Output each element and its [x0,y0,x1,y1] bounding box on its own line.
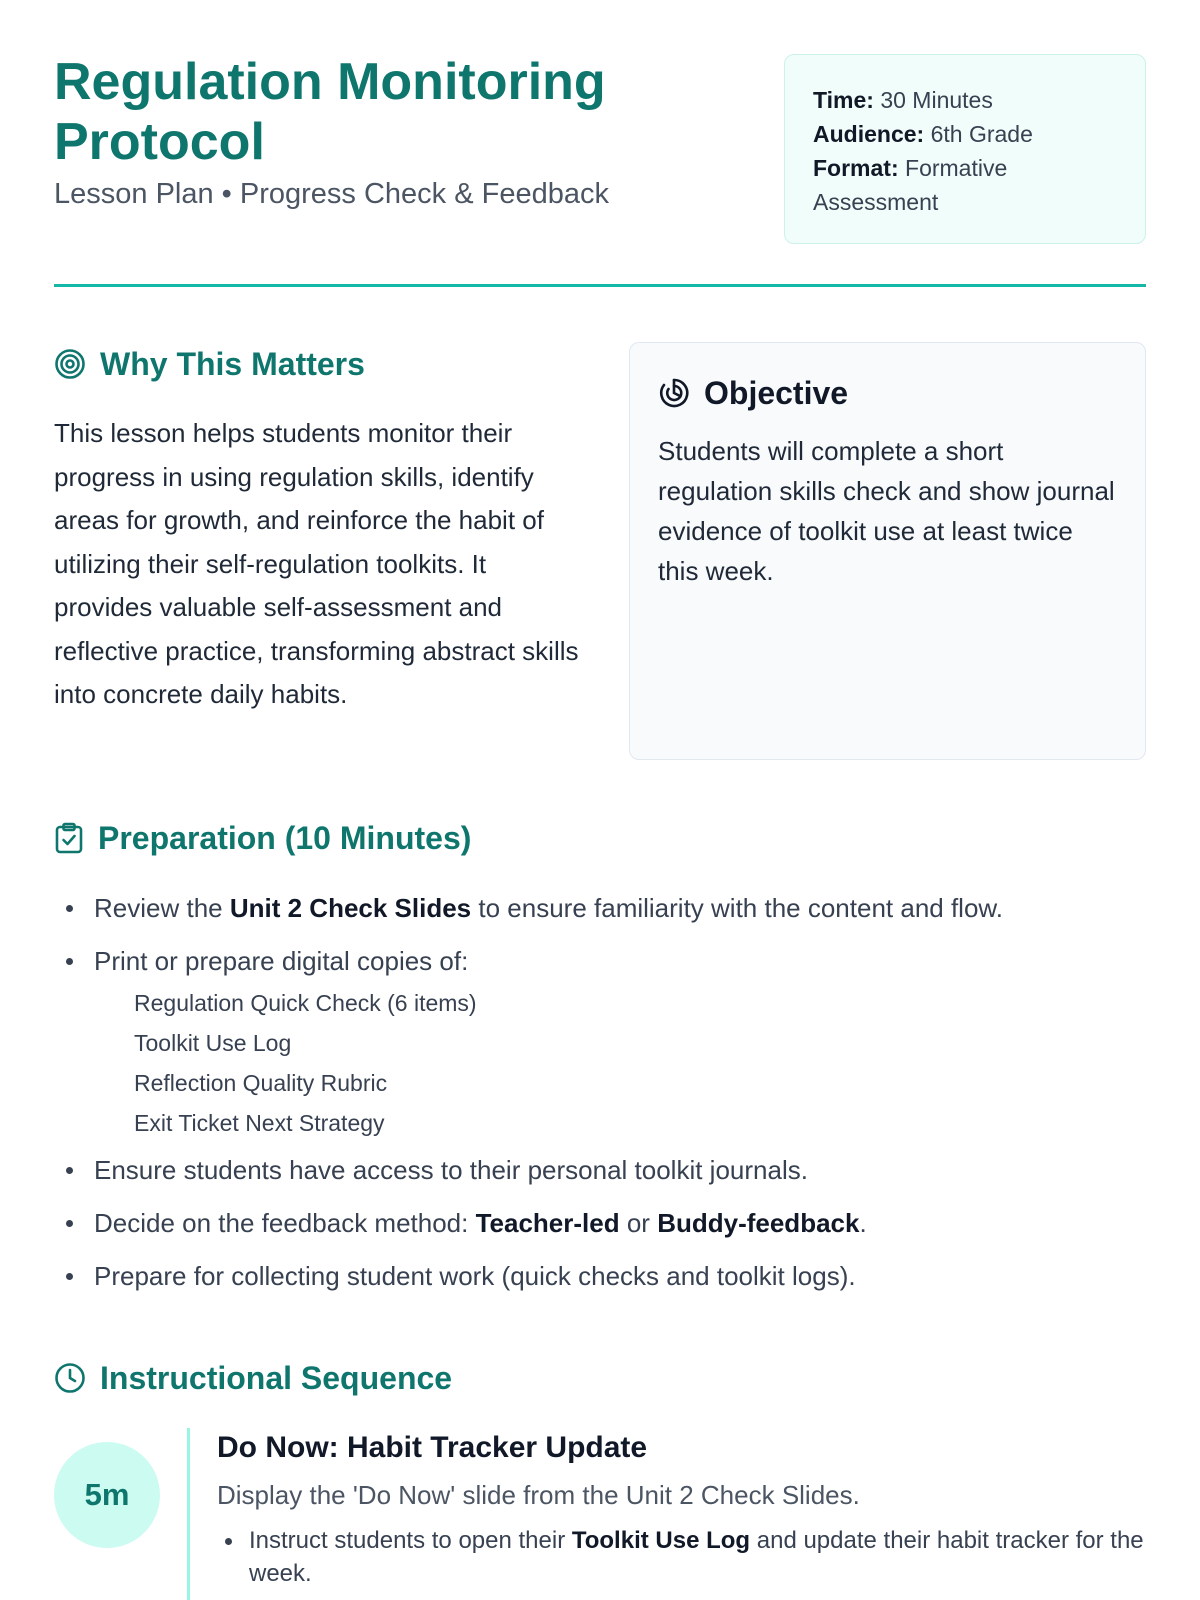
prep-item1-text: Review the [94,893,230,923]
why-body: This lesson helps students monitor their progress in using regulation skills, identify areas for growth, and reinforce the habit of utilizing their self-regulation toolkits. It provides valuable self-assessment and reflective practice, transforming abstract skills into concrete daily habits. [54,418,579,709]
meta-audience [813,117,1117,151]
step-bullets [217,1524,1146,1590]
step-description: Display the 'Do Now' slide from the Unit 2 Check Slides. [217,1480,860,1510]
list-item [54,1256,1146,1296]
materials-sublist [94,983,1146,1143]
sub-list-item: Reflection Quality Rubric [134,1070,388,1096]
step-bullet-bold: Toolkit Use Log [571,1527,751,1554]
page-subtitle: Lesson Plan • Progress Check & Feedback [54,178,609,210]
list-item [54,888,1146,928]
prep-item4-tail: . [859,1208,867,1238]
sub-list-item: Toolkit Use Log [134,1030,292,1056]
why-heading-text: Why This Matters [100,345,365,382]
step-bullet-text: Instruct students to open their [249,1527,572,1554]
clipboard-check-icon [54,822,84,854]
meta-time-label: Time: [813,87,874,113]
objective-body: Students will complete a short regulation skills check and show journal evidence of toolkit use at least twice this week. [658,436,1115,586]
list-item [54,1150,1146,1190]
step-title: Do Now: Habit Tracker Update [217,1431,648,1464]
list-item [54,941,1146,1143]
preparation-list [54,888,1146,1296]
instructional-heading-text: Instructional Sequence [100,1359,453,1396]
step-body [217,1428,1146,1590]
meta-format-value: Formative Assessment [813,155,1008,215]
objective-card [629,342,1146,760]
sub-list-item: Exit Ticket Next Strategy [134,1110,385,1136]
prep-item4-mid: or [619,1208,658,1238]
step-timeline-bar [187,1428,190,1600]
meta-audience-value: 6th Grade [930,121,1033,147]
instructional-section [54,1354,1146,1587]
why-heading [54,340,584,388]
instructional-heading [54,1354,1146,1402]
header-divider [54,284,1146,287]
meta-time [813,83,1117,117]
prep-item4-bold1: Teacher-led [475,1208,620,1238]
prep-item4-text: Decide on the feedback method: [94,1208,476,1238]
meta-format-label: Format: [813,155,899,181]
prep-item4-bold2: Buddy-feedback [657,1208,860,1238]
target-icon [54,348,86,380]
prep-item2-text: Print or prepare digital copies of: [94,946,469,976]
progress-check-icon [658,377,690,409]
clock-icon [54,1362,86,1394]
sub-list-item: Regulation Quick Check (6 items) [134,990,477,1016]
objective-heading-text: Objective [704,374,849,411]
header [54,52,1146,242]
prep-item1-bold: Unit 2 Check Slides [229,893,472,923]
prep-item5-text: Prepare for collecting student work (quick checks and toolkit logs). [94,1261,856,1291]
meta-format [813,151,1117,219]
list-item [54,1203,1146,1243]
prep-item1-tail: to ensure familiarity with the content and flow. [471,893,1003,923]
step-bullet-tail: and update their habit tracker for the week. [249,1527,1144,1587]
meta-audience-label: Audience: [813,121,925,147]
objective-heading [658,369,1117,417]
lesson-meta-card [784,54,1146,244]
page-title: Regulation Monitoring Protocol [54,53,606,171]
preparation-heading-text: Preparation (10 Minutes) [98,819,472,856]
step-time-badge: 5m [54,1442,160,1548]
why-section [54,340,584,717]
preparation-section [54,814,1146,1309]
list-item [217,1524,1146,1590]
prep-item3-text: Ensure students have access to their personal toolkit journals. [94,1155,808,1185]
meta-time-value: 30 Minutes [880,87,993,113]
preparation-heading [54,814,1146,862]
